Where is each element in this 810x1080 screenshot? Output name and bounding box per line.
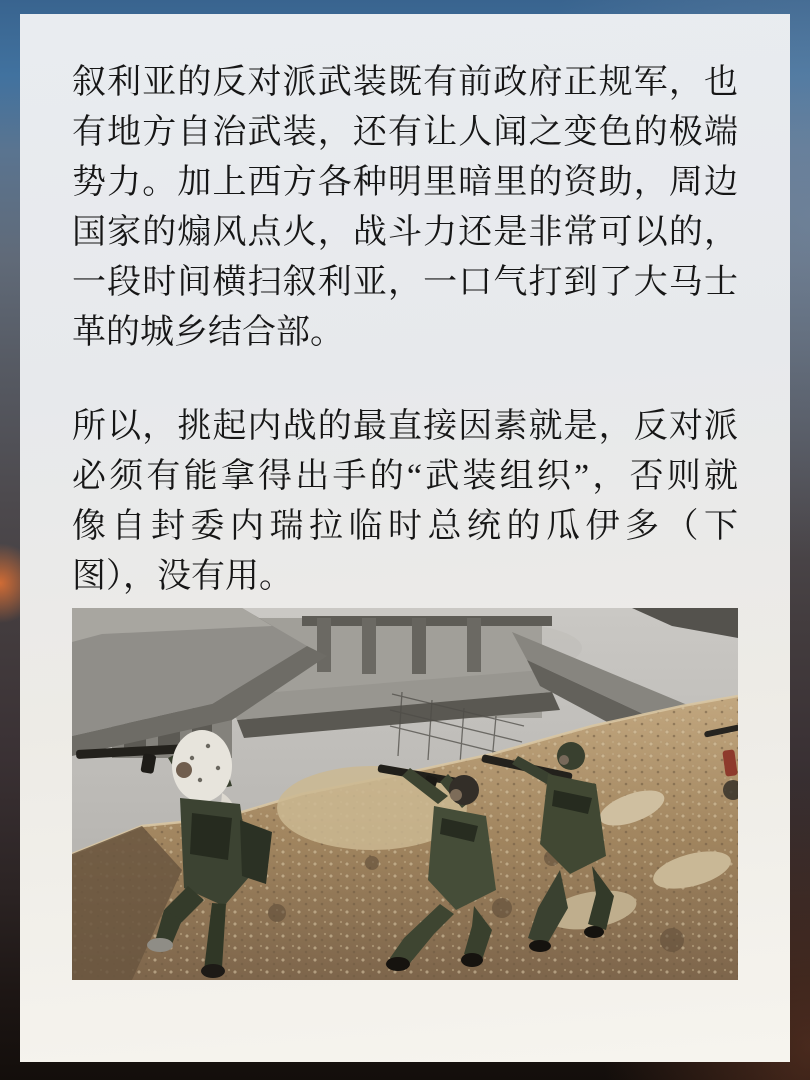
shoe	[147, 938, 173, 952]
text-line: 革的城乡结合部。	[72, 314, 344, 351]
boot	[529, 940, 551, 952]
text-line: 势力。加上西方各种明里暗里的资助，周边	[72, 164, 738, 201]
boot	[386, 957, 410, 971]
boot	[584, 926, 604, 938]
text-line: 有地方自治武装，还有让人闻之变色的极端	[72, 114, 738, 151]
paragraph-spacer	[72, 358, 738, 402]
battle-photo	[72, 608, 738, 980]
text-line: 所以，挑起内战的最直接因素就是，反对派	[72, 408, 738, 445]
paragraph-2	[72, 402, 738, 602]
paragraph-1	[72, 58, 738, 358]
text-line: 必须有能拿得出手的“武装组织”，否则就	[72, 458, 738, 495]
text-line: 一段时间横扫叙利亚，一口气打到了大马士	[72, 264, 738, 301]
text-line: 叙利亚的反对派武装既有前政府正规军，也	[72, 64, 738, 101]
boot	[201, 964, 225, 978]
article-card	[20, 14, 790, 1062]
text-line: 国家的煽风点火，战斗力还是非常可以的，	[72, 214, 738, 251]
text-line: 图），没有用。	[72, 558, 293, 595]
text-line: 像自封委内瑞拉临时总统的瓜伊多（下	[72, 508, 738, 545]
boot	[461, 953, 483, 967]
